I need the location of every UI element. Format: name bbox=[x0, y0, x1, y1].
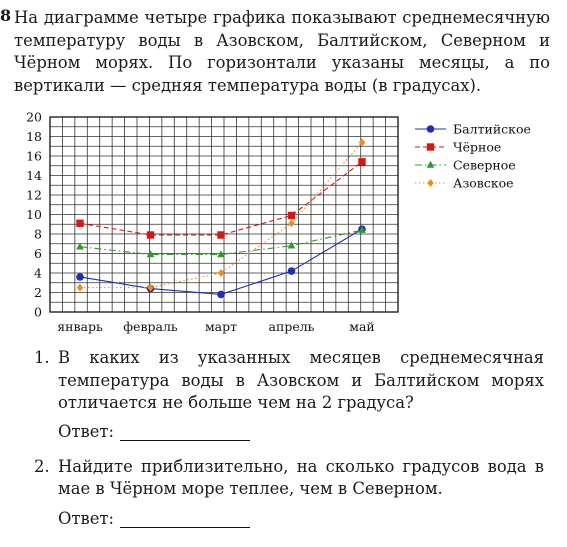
legend-label: Чёрное bbox=[453, 139, 502, 155]
series-point bbox=[288, 242, 296, 249]
y-tick-label: 6 bbox=[34, 246, 42, 261]
legend-marker bbox=[427, 125, 435, 133]
task-1-answer-label: Ответ: bbox=[58, 421, 115, 441]
task-list bbox=[34, 347, 544, 528]
x-tick-labels bbox=[57, 319, 375, 334]
series-point bbox=[76, 220, 83, 227]
series-point bbox=[77, 284, 83, 292]
legend-label: Азовское bbox=[453, 175, 514, 191]
y-tick-label: 12 bbox=[26, 187, 42, 203]
series-point bbox=[218, 269, 224, 277]
problem-number: 8 bbox=[0, 6, 12, 25]
chart-series bbox=[76, 138, 366, 298]
task-2-answer-field[interactable] bbox=[120, 511, 250, 528]
task-2-number: 2. bbox=[34, 456, 50, 476]
series-line bbox=[80, 229, 362, 294]
y-tick-label: 8 bbox=[34, 226, 42, 242]
chart-grid bbox=[50, 117, 398, 312]
legend-marker bbox=[427, 143, 434, 150]
legend-marker bbox=[427, 179, 433, 187]
task-1-number: 1. bbox=[34, 348, 50, 367]
series-point bbox=[288, 267, 296, 275]
y-tick-label: 20 bbox=[26, 109, 42, 125]
x-tick-label: апрель bbox=[268, 319, 315, 334]
task-1-text: В каких из указанных месяцев среднемесячная температура воды в Азовском и Балтийском морях отличается не больше чем на 2 градуса? bbox=[58, 348, 544, 412]
x-tick-label: февраль bbox=[123, 319, 178, 334]
legend-label: Северное bbox=[453, 157, 516, 173]
task-2 bbox=[34, 456, 544, 528]
y-tick-label: 4 bbox=[34, 265, 42, 281]
x-tick-label: май bbox=[349, 319, 375, 334]
x-tick-label: март bbox=[204, 319, 238, 334]
legend-marker bbox=[427, 161, 435, 168]
series-point bbox=[147, 231, 154, 238]
chart-legend bbox=[415, 122, 531, 191]
task-2-text: Найдите приблизительно, на сколько градусов вода в мае в Чёрном море теплее, чем в Северном. bbox=[58, 456, 544, 498]
x-tick-label: январь bbox=[57, 319, 103, 334]
task-1-answer-field[interactable] bbox=[120, 424, 250, 441]
y-tick-labels bbox=[26, 110, 42, 320]
legend-label: Балтийское bbox=[453, 121, 531, 137]
series-point bbox=[217, 291, 225, 299]
y-tick-label: 2 bbox=[34, 285, 42, 300]
task-2-answer-label: Ответ: bbox=[58, 508, 115, 528]
series-point bbox=[288, 212, 295, 219]
y-tick-label: 10 bbox=[26, 207, 42, 222]
series-point bbox=[358, 158, 365, 165]
series-point bbox=[217, 231, 224, 238]
temperature-chart bbox=[0, 108, 567, 340]
y-tick-label: 0 bbox=[34, 304, 42, 320]
problem-intro: На диаграмме четыре графика показывают среднемесячную температуру воды в Азовском, Балтийском, Северном и Чёрном морях. По горизонтали указаны месяцы, а по вертикали — средняя температура воды (в градусах). bbox=[14, 8, 550, 95]
series-line bbox=[80, 142, 362, 287]
y-tick-label: 18 bbox=[26, 129, 42, 144]
y-tick-label: 14 bbox=[26, 168, 42, 183]
y-tick-label: 16 bbox=[26, 148, 42, 164]
task-1 bbox=[34, 347, 544, 441]
series-point bbox=[76, 273, 84, 281]
